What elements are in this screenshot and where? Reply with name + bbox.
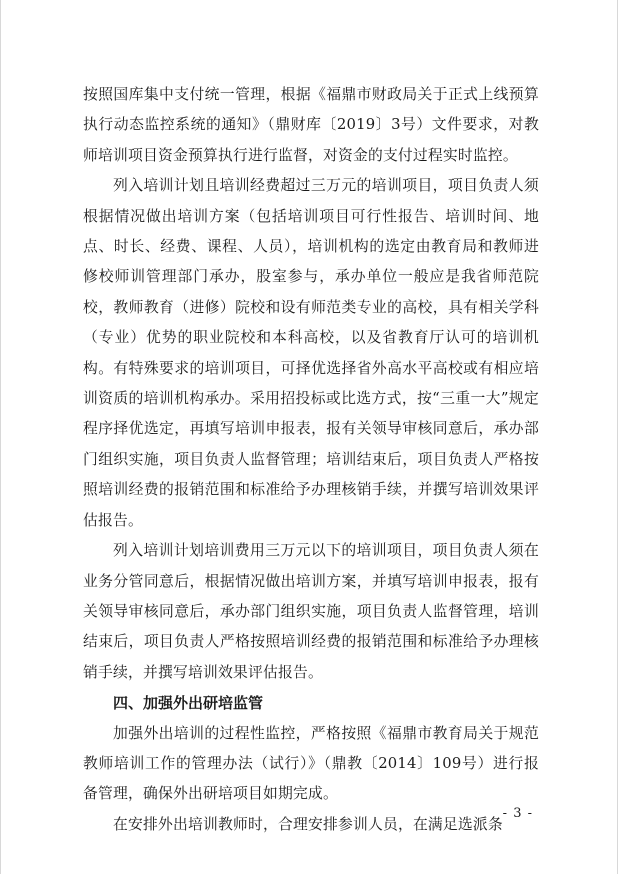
page-number: - 3 - <box>502 806 533 821</box>
section-heading: 四、加强外出研培监管 <box>113 694 264 713</box>
paragraph-external-training: 加强外出培训的过程性监控，严格按照《福鼎市教育局关于规范教师培训工作的管理办法（试行）》（鼎教〔2014〕109号）进行报备管理，确保外出研培项目如期完成。 <box>83 724 539 803</box>
paragraph-arrange-teachers: 在安排外出培训教师时，合理安排参训人员，在满足选派条 <box>113 815 503 833</box>
paragraph-under-30k: 列入培训计划培训费用三万元以下的培训项目，项目负责人须在业务分管同意后，根据情况做出培训方案，并填写培训申报表，报有关领导审核同意后，承办部门组织实施，项目负责人监督管理，培训结束后，项目负责人严格按照培训经费的报销范围和标准给予办理核销手续，并撰写培训效果评估报告。 <box>83 542 539 681</box>
paragraph-continuation: 按照国库集中支付统一管理，根据《福鼎市财政局关于正式上线预算执行动态监控系统的通知》（鼎财库〔2019〕3号）文件要求，对教师培训项目资金预算执行进行监督，对资金的支付过程实时监控。 <box>83 86 539 164</box>
document-body <box>83 80 539 840</box>
paragraph-over-30k: 列入培训计划且培训经费超过三万元的培训项目，项目负责人须根据情况做出培训方案（包括培训项目可行性报告、培训时间、地点、时长、经费、课程、人员），培训机构的选定由教育局和教师进修校师训管理部门承办，股室参与，承办单位一般应是我省师范院校，教师教育（进修）院校和设有师范类专业的高校，具有相关学科（专业）优势的职业院校和本科高校，以及省教育厅认可的培训机构。有特殊要求的培训项目，可择优选择省外高水平高校或有相应培训资质的培训机构承办。采用招投标或比选方式，按“三重一大”规定程序择优选定，再填写培训申报表，报有关领导审核同意后，承办部门组织实施，项目负责人监督管理；培训结束后，项目负责人严格按照培训经费的报销范围和标准给予办理核销手续，并撰写培训效果评估报告。 <box>83 177 539 529</box>
